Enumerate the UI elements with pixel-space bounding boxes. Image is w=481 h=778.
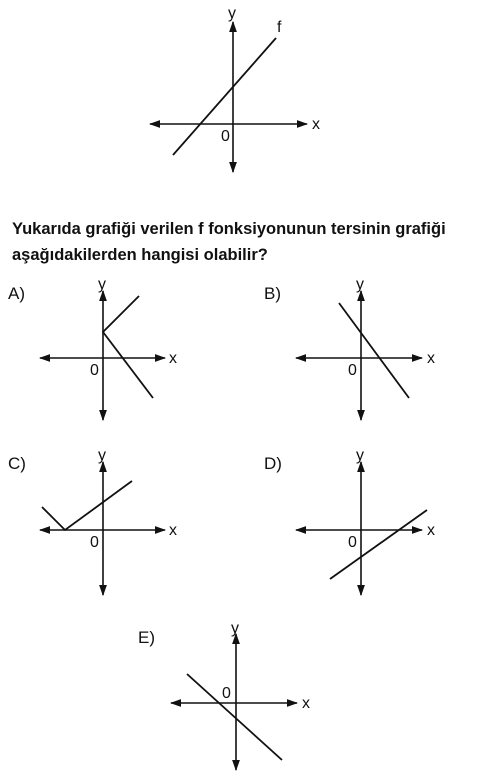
y-label: y [356,447,364,464]
option-d[interactable] [264,447,435,595]
graph-line [339,303,409,398]
function-label: f [277,19,282,36]
origin-label: 0 [348,362,357,379]
y-label: y [98,447,106,464]
x-label: x [302,695,310,712]
option-label: D) [264,454,282,473]
option-c[interactable] [8,447,177,595]
option-label: E) [138,628,155,647]
y-label: y [228,5,236,22]
y-label: y [356,276,364,293]
option-label: B) [264,284,281,303]
option-label: C) [8,454,26,473]
origin-label: 0 [348,534,357,551]
graph-curve [103,296,153,398]
y-label: y [98,276,106,293]
graph-f [150,5,320,172]
graph-curve [42,481,132,530]
x-label: x [312,116,320,133]
option-b[interactable] [264,276,435,420]
option-a[interactable] [8,276,177,420]
graph-line [330,510,427,579]
x-label: x [427,350,435,367]
origin-label: 0 [90,534,99,551]
x-label: x [169,522,177,539]
option-label: A) [8,284,25,303]
option-e[interactable] [138,620,310,770]
x-label: x [169,350,177,367]
graph-line [187,674,282,760]
origin-label: 0 [222,685,231,702]
y-label: y [231,620,239,637]
x-label: x [427,522,435,539]
origin-label: 0 [221,128,230,145]
origin-label: 0 [90,362,99,379]
question-text: Yukarıda grafiği verilen f fonksiyonunun tersinin grafiği aşağıdakilerden hangisi olabilir? [12,220,446,264]
